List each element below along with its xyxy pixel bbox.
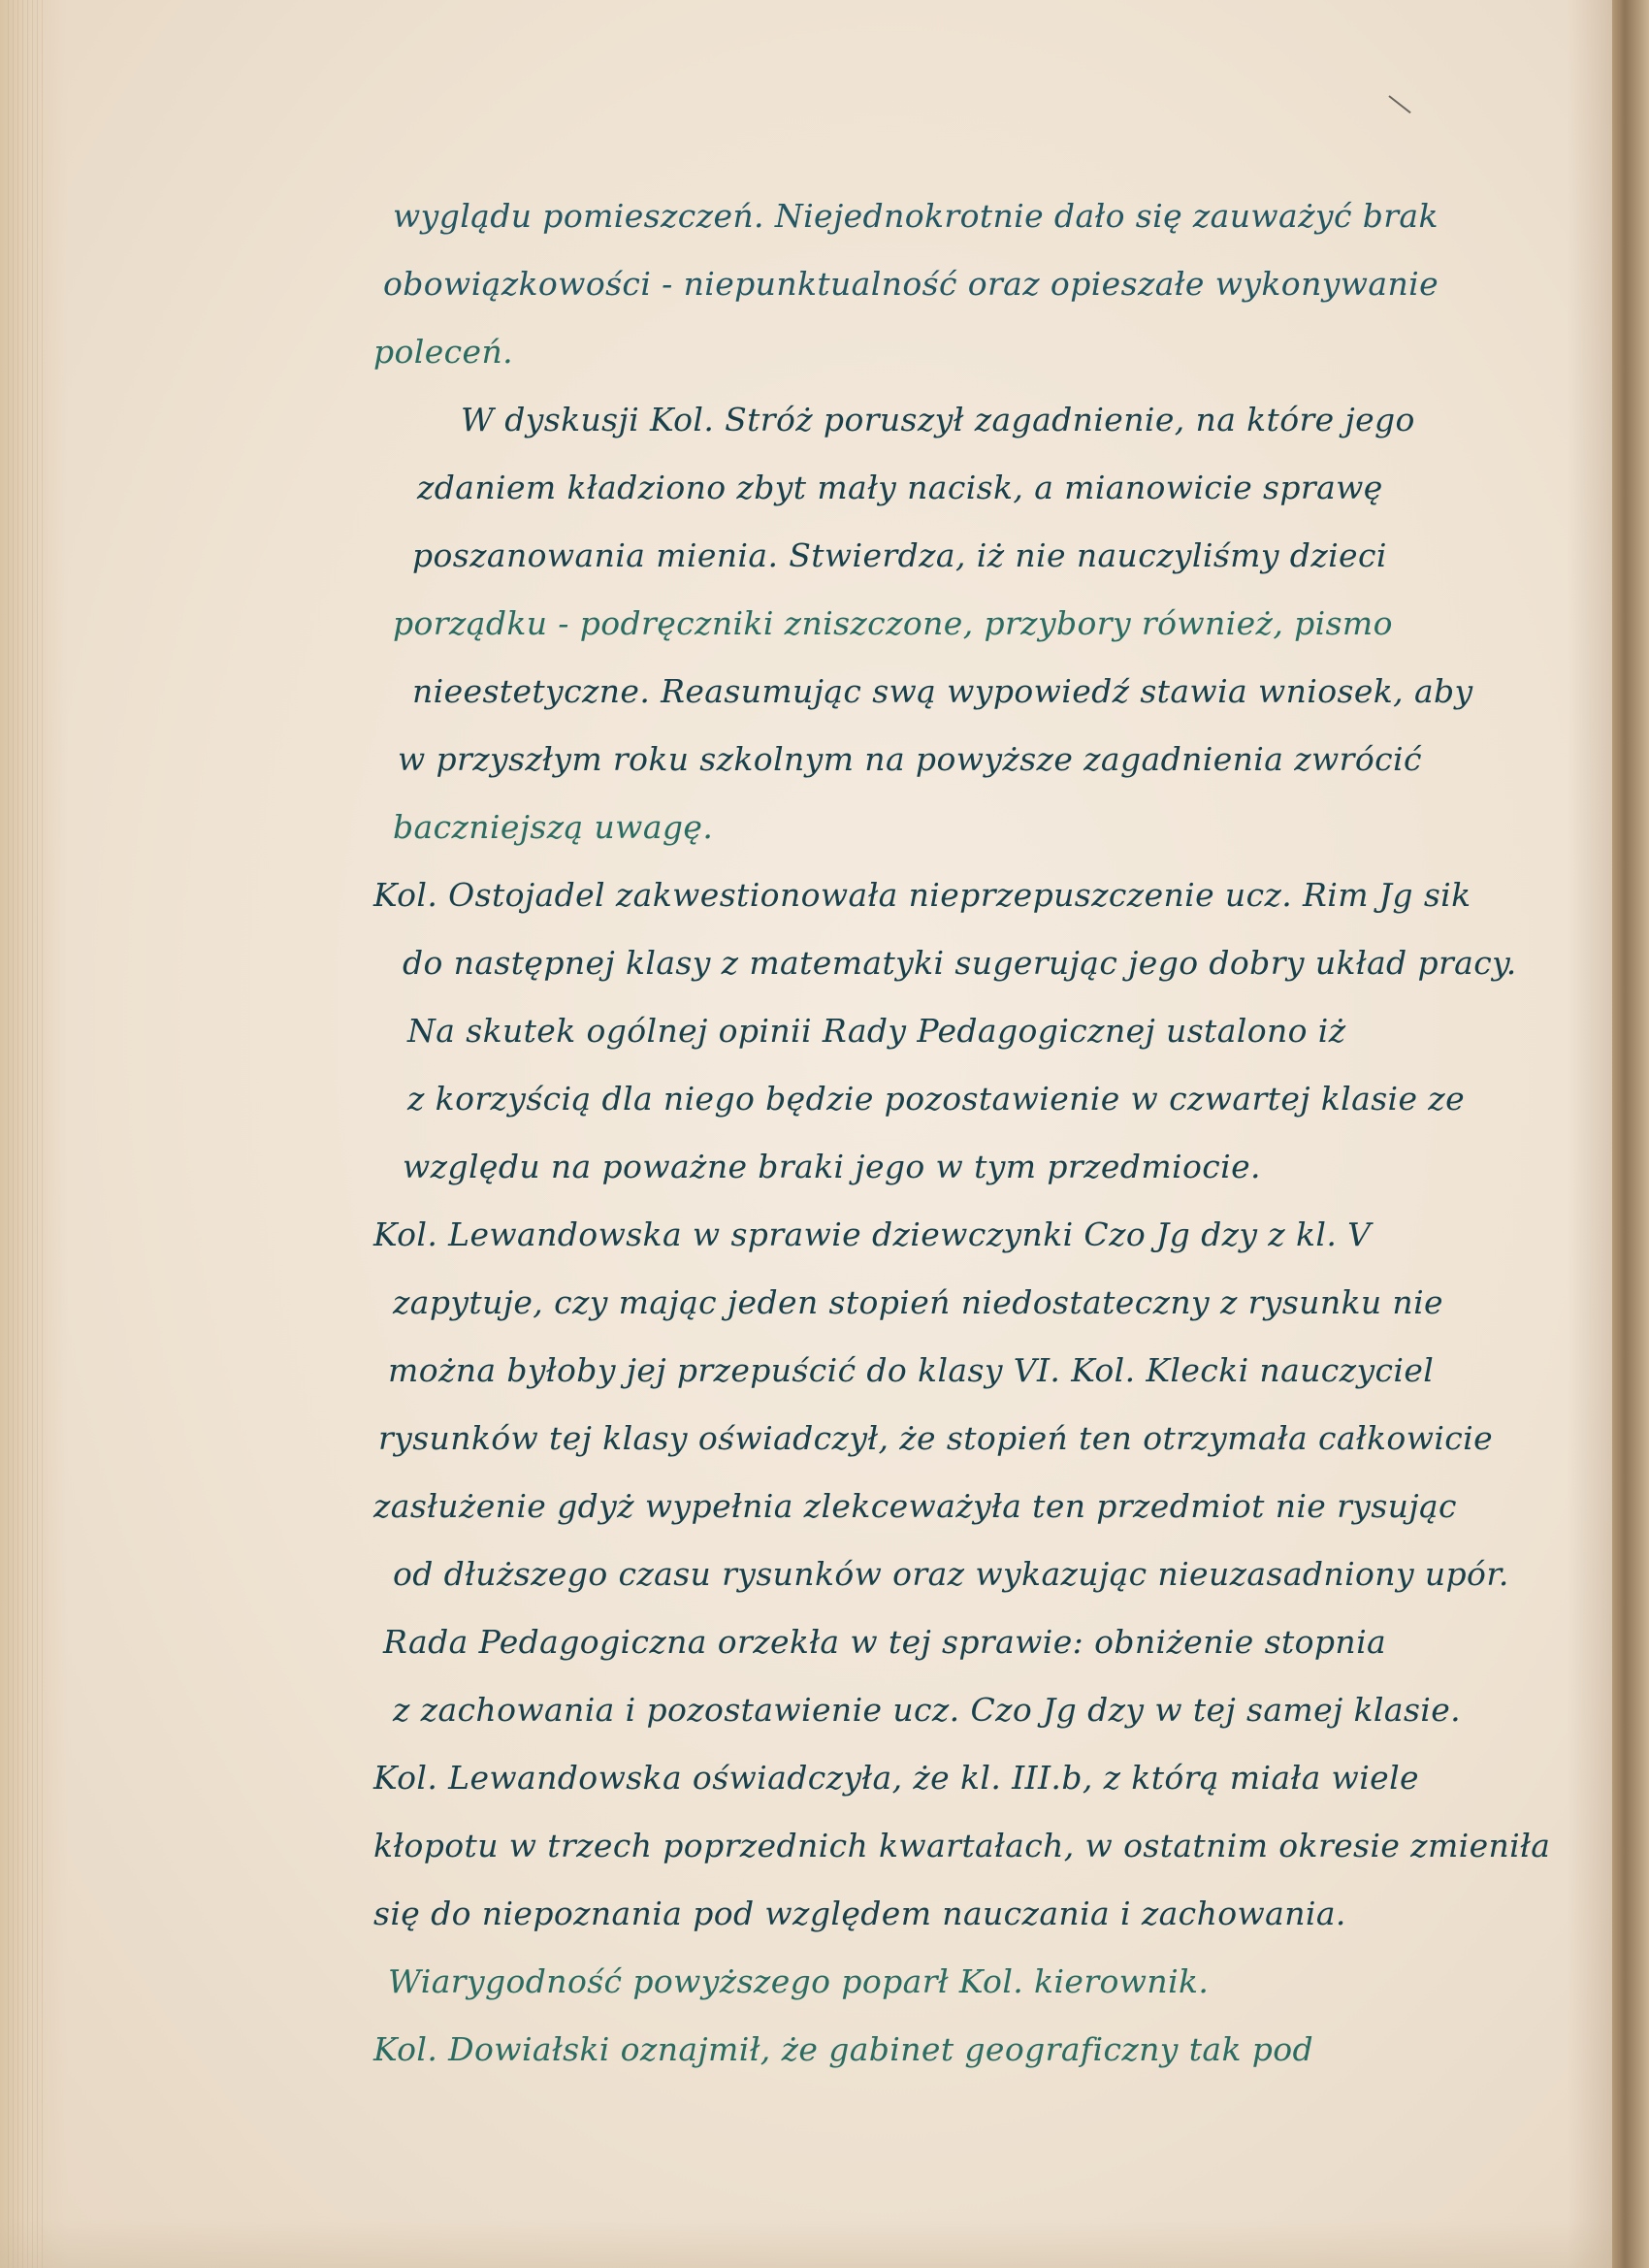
text-line: Na skutek ogólnej opinii Rady Pedagogicznej ustalono iż <box>407 1012 1346 1050</box>
text-line: można byłoby jej przepuścić do klasy VI. Kol. Klecki nauczyciel <box>388 1351 1435 1389</box>
text-line: Kol. Ostojadel zakwestionowała nieprzepuszczenie ucz. Rim Jg sik <box>373 876 1471 914</box>
text-line: poszanowania mienia. Stwierdza, iż nie nauczyliśmy dzieci <box>412 536 1387 574</box>
text-line: zasłużenie gdyż wypełnia zlekceważyła ten przedmiot nie rysując <box>373 1487 1457 1525</box>
page-bottom-edge <box>0 2219 1612 2268</box>
text-line: zdaniem kładziono zbyt mały nacisk, a mianowicie sprawę <box>417 469 1383 506</box>
book-binding <box>1612 0 1649 2268</box>
page-stack-edges <box>8 0 47 2268</box>
text-line: Kol. Dowiałski oznajmił, że gabinet geograficzny tak pod <box>373 2030 1314 2068</box>
text-line: względu na poważne braki jego w tym przedmiocie. <box>403 1148 1261 1185</box>
text-line: się do niepoznania pod względem nauczania i zachowania. <box>373 1895 1346 1932</box>
handwritten-text-block <box>373 182 1596 2084</box>
text-line: Rada Pedagogiczna orzekła w tej sprawie: obniżenie stopnia <box>383 1623 1387 1661</box>
text-line: poleceń. <box>373 333 514 371</box>
text-line: obowiązkowości - niepunktualność oraz opieszałe wykonywanie <box>383 265 1439 303</box>
text-line: Kol. Lewandowska w sprawie dziewczynki Czo Jg dzy z kl. V <box>373 1215 1372 1253</box>
text-line: z zachowania i pozostawienie ucz. Czo Jg dzy w tej samej klasie. <box>393 1691 1462 1729</box>
text-line: porządku - podręczniki zniszczone, przybory również, pismo <box>393 604 1393 642</box>
text-line: w przyszłym roku szkolnym na powyższe zagadnienia zwrócić <box>398 740 1422 778</box>
text-line: rysunków tej klasy oświadczył, że stopień ten otrzymała całkowicie <box>378 1419 1494 1457</box>
text-line: W dyskusji Kol. Stróż poruszył zagadnienie, na które jego <box>461 401 1415 438</box>
text-line: zapytuje, czy mając jeden stopień niedostateczny z rysunku nie <box>393 1283 1443 1321</box>
text-line: Wiarygodność powyższego poparł Kol. kierownik. <box>388 1962 1210 2000</box>
text-line: nieestetyczne. Reasumując swą wypowiedź stawia wniosek, aby <box>412 672 1473 710</box>
text-line: z korzyścią dla niego będzie pozostawienie w czwartej klasie ze <box>407 1080 1466 1118</box>
text-line: do następnej klasy z matematyki sugerując jego dobry układ pracy. <box>403 944 1517 982</box>
text-line: wyglądu pomieszczeń. Niejednokrotnie dało się zauważyć brak <box>393 197 1439 235</box>
text-line: od dłuższego czasu rysunków oraz wykazując nieuzasadniony upór. <box>393 1555 1509 1593</box>
text-line: kłopotu w trzech poprzednich kwartałach, w ostatnim okresie zmieniła <box>373 1827 1551 1864</box>
text-line: Kol. Lewandowska oświadczyła, że kl. III.b, z którą miała wiele <box>373 1759 1419 1797</box>
text-line: baczniejszą uwagę. <box>393 808 714 846</box>
